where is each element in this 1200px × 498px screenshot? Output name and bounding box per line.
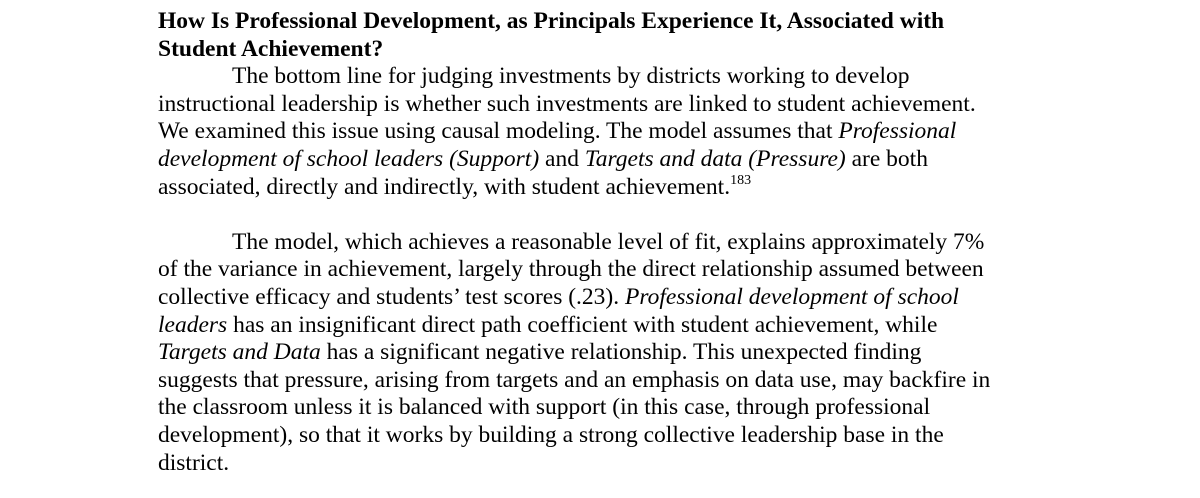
paragraph-1-line-3-text: We examined this issue using causal modeling. The model assumes that	[158, 118, 839, 145]
paragraph-2-line-1: The model, which achieves a reasonable level of fit, explains approximately 7%	[232, 228, 985, 255]
paragraph-1	[158, 63, 1038, 201]
paragraph-2-line-3-text: collective efficacy and students’ test scores (.23).	[158, 283, 625, 310]
footnote-marker[interactable]: 183	[730, 172, 752, 188]
italic-term-targets-and-data: Targets and Data	[158, 339, 321, 366]
paragraph-2-line-5-text: has a significant negative relationship. This unexpected finding	[320, 339, 922, 366]
heading-line-1: How Is Professional Development, as Principals Experience It, Associated with	[158, 8, 945, 34]
section-heading	[158, 8, 1038, 63]
paragraph-2-line-5	[158, 339, 1038, 367]
document-page	[158, 8, 1038, 477]
paragraph-1-line-3	[158, 118, 1038, 146]
paragraph-1-line-2: instructional leadership is whether such investments are linked to student achievement.	[158, 90, 976, 117]
paragraph-2-line-7: the classroom unless it is balanced with support (in this case, through professional	[158, 394, 931, 421]
paragraph-1-line-4-and: and	[539, 145, 585, 172]
paragraph-1-line-5	[158, 174, 1038, 202]
paragraph-2-line-2: of the variance in achievement, largely through the direct relationship assumed between	[158, 256, 984, 283]
italic-term-professional: Professional	[838, 118, 957, 145]
italic-term-pressure: Targets and data (Pressure)	[584, 145, 846, 172]
paragraph-2-line-6: suggests that pressure, arising from targets and an emphasis on data use, may backfire in	[158, 366, 991, 393]
paragraph-2-line-8: development), so that it works by building a strong collective leadership base in the	[158, 421, 944, 448]
paragraph-2-line-4-text: has an insignificant direct path coefficient with student achievement, while	[227, 311, 938, 338]
paragraph-2-line-4	[158, 312, 1038, 340]
paragraph-2	[158, 229, 1038, 477]
paragraph-1-line-5-text: associated, directly and indirectly, with student achievement.	[158, 173, 731, 200]
paragraph-1-line-4	[158, 146, 1038, 174]
paragraph-1-line-4-tail: are both	[845, 145, 928, 172]
paragraph-2-line-9: district.	[158, 449, 230, 476]
italic-term-professional-development: Professional development of school	[625, 283, 959, 310]
paragraph-2-line-3	[158, 284, 1038, 312]
italic-term-leaders: leaders	[158, 311, 228, 338]
heading-line-2: Student Achievement?	[158, 35, 384, 62]
paragraph-1-line-1: The bottom line for judging investments by districts working to develop	[232, 63, 910, 90]
italic-term-support: development of school leaders (Support)	[158, 145, 540, 172]
